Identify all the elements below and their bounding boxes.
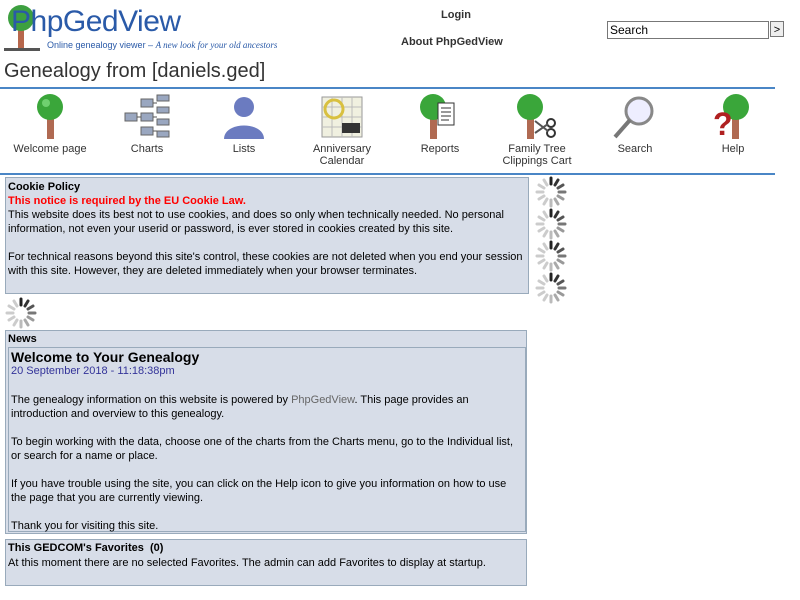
logo-title: PhpGedView: [11, 5, 181, 38]
news-paragraph-3: If you have trouble using the site, you can click on the Help icon to give you information on how to use the page that you are currently viewing.: [11, 478, 507, 504]
scissors-tree-icon: [513, 93, 561, 141]
magnifier-icon: [611, 93, 659, 141]
menu-label: Reports: [420, 143, 460, 155]
menu-label: Help: [721, 143, 745, 155]
news-paragraph-4: Thank you for visiting this site.: [11, 520, 159, 532]
menu-label: Anniversary Calendar: [312, 143, 372, 167]
menu-lists[interactable]: [195, 93, 293, 155]
menu-welcome-page[interactable]: [1, 93, 99, 155]
news-title: News: [8, 333, 37, 345]
menu-label: Search: [617, 143, 653, 155]
menu-reports[interactable]: [391, 93, 489, 155]
menu-label: Family Tree Clippings Cart: [502, 143, 572, 167]
favorites-title-text: This GEDCOM's Favorites: [8, 542, 144, 554]
person-icon: [220, 93, 268, 141]
menu-help[interactable]: [684, 93, 782, 155]
loading-spinner-icon: [535, 240, 567, 272]
favorites-text: At this moment there are no selected Favorites. The admin can add Favorites to display at startup.: [8, 557, 486, 569]
loading-spinner-icon: [535, 272, 567, 304]
menu-charts[interactable]: [98, 93, 196, 155]
news-item: [8, 347, 526, 532]
menu-search[interactable]: [586, 93, 684, 155]
cookie-policy-block: [5, 177, 529, 294]
loading-spinner-icon: [5, 297, 37, 329]
search-go-button[interactable]: >: [770, 21, 784, 37]
cookie-title: Cookie Policy: [8, 181, 81, 193]
report-tree-icon: [416, 93, 464, 141]
tree-icon: [26, 93, 74, 141]
favorites-count: (0): [150, 542, 164, 554]
menu-clippings-cart[interactable]: [488, 93, 586, 167]
about-link[interactable]: About PhpGedView: [401, 36, 503, 48]
news-block: [5, 330, 527, 534]
favorites-title: [8, 542, 163, 554]
site-logo[interactable]: [4, 4, 294, 52]
loading-spinner-icon: [535, 176, 567, 208]
menu-label: Charts: [130, 143, 164, 155]
logo-tagline-script: A new look for your old ancestors: [155, 40, 278, 50]
logo-tagline: [47, 40, 277, 50]
help-tree-icon: [709, 93, 757, 141]
logo-tagline-plain: Online genealogy viewer –: [47, 40, 154, 50]
loading-spinner-icon: [535, 208, 567, 240]
cookie-paragraph-2: For technical reasons beyond this site's control, these cookies are not deleted when you end your session with this site. However, they are deleted immediately when your browser terminates.: [8, 251, 523, 277]
gedcom-favorites-block: [5, 539, 527, 586]
cookie-paragraph-1: This website does its best not to use cookies, and does so only when technically needed. No personal information, not even your userid or password, is ever stored in cookies created by this site.: [8, 209, 504, 235]
news-paragraph-2: To begin working with the data, choose one of the charts from the Charts menu, go to the Individual list, or search for a name or place.: [11, 436, 514, 462]
news-body: [11, 393, 521, 533]
menu-label: Lists: [232, 143, 256, 155]
news-text: The genealogy information on this website is powered by: [11, 394, 292, 406]
menu-label: Welcome page: [13, 143, 87, 155]
calendar-icon: [318, 93, 366, 141]
phpgedview-link[interactable]: PhpGedView: [291, 394, 355, 406]
login-link[interactable]: Login: [441, 9, 471, 21]
menu-anniversary-calendar[interactable]: [293, 93, 391, 167]
news-text: . This page provides an introduction and overview to this genealogy.: [11, 394, 469, 420]
charts-icon: [123, 93, 171, 141]
news-paragraph-1: [11, 393, 521, 421]
news-heading: Welcome to Your Genealogy: [11, 349, 200, 365]
news-date: 20 September 2018 - 11:18:38pm: [11, 365, 175, 377]
main-menu-bar: [0, 87, 775, 175]
svg-text:?: ?: [713, 106, 733, 141]
page-title: Genealogy from [daniels.ged]: [4, 60, 266, 82]
cookie-notice: This notice is required by the EU Cookie Law.: [8, 195, 246, 207]
search-input[interactable]: [607, 21, 769, 39]
